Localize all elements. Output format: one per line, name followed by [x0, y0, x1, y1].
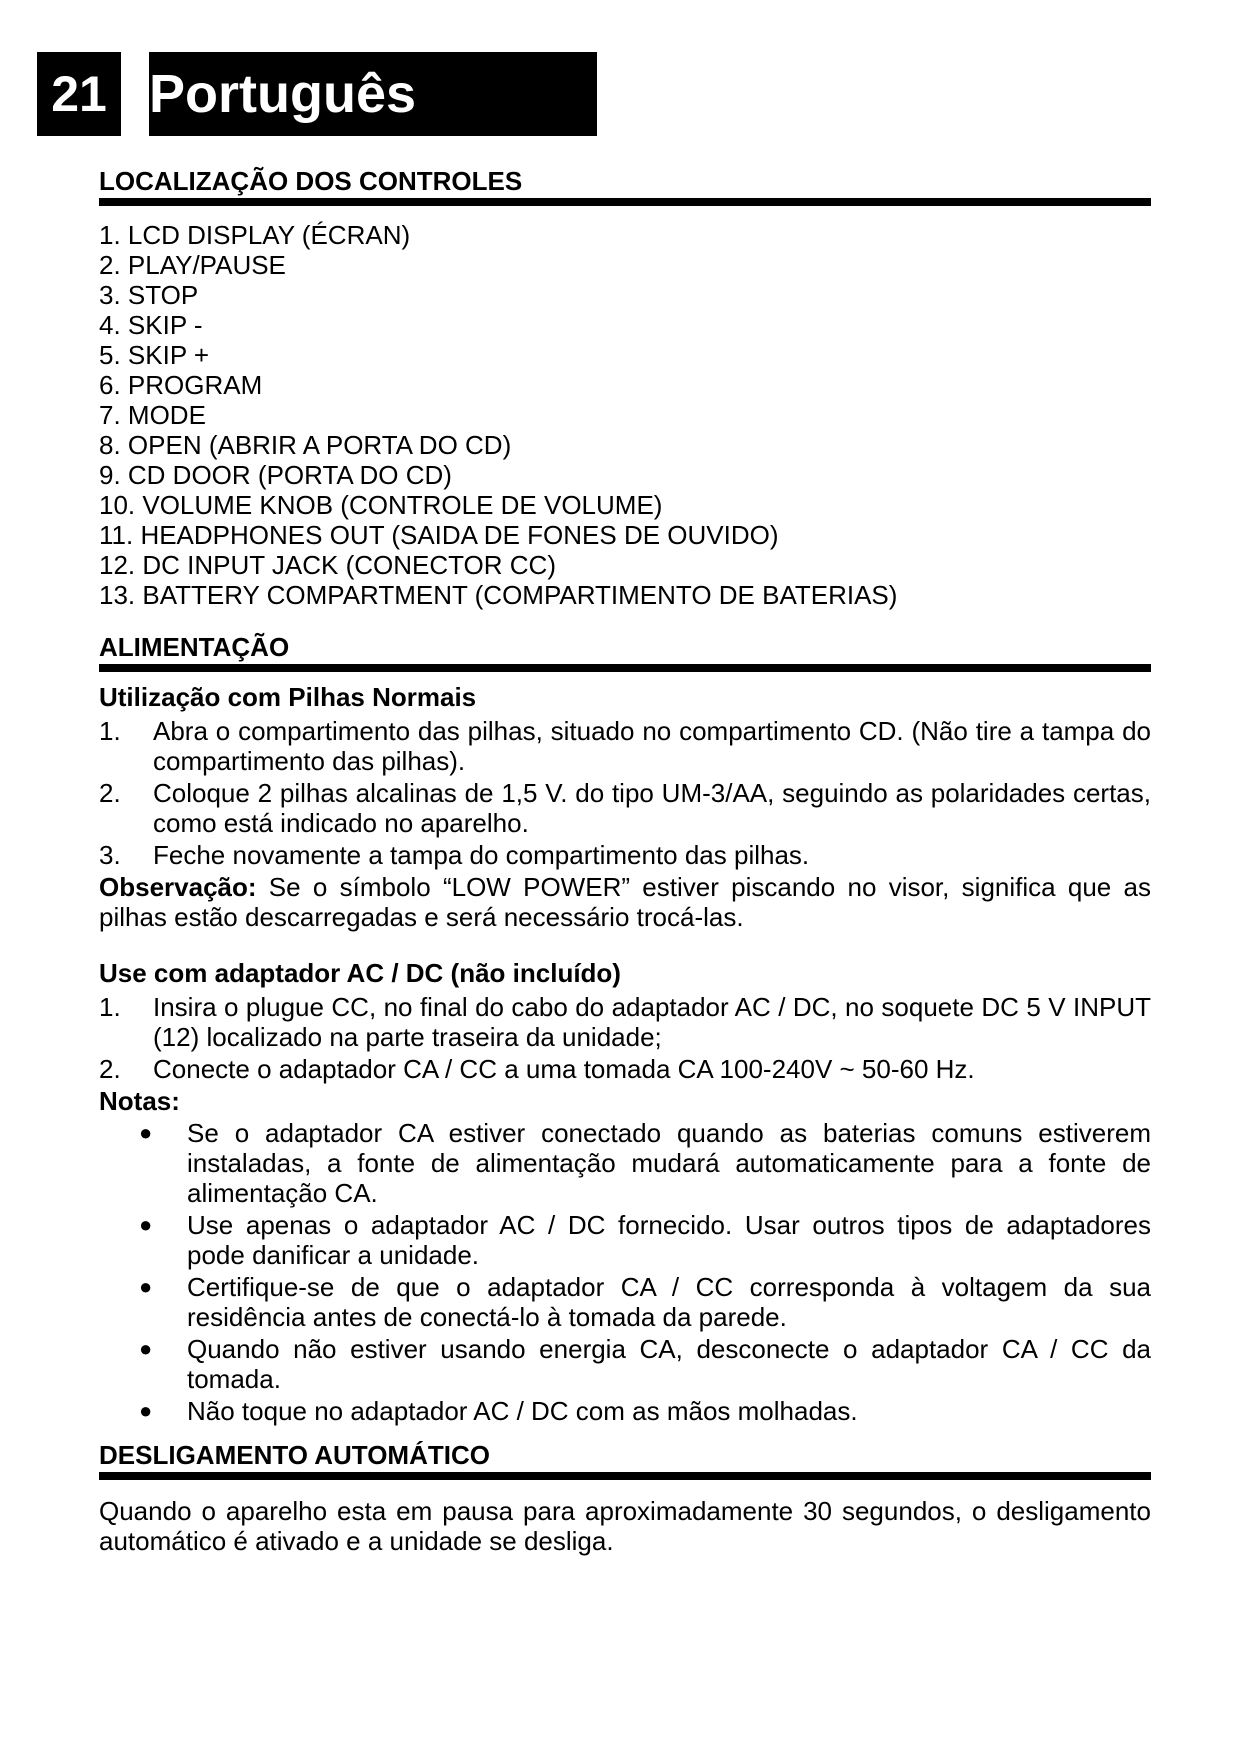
step-text: Feche novamente a tampa do compartimento das pilhas. — [153, 840, 810, 870]
list-item: 12. DC INPUT JACK (CONECTOR CC) — [99, 550, 556, 580]
step-text: Conecte o adaptador CA / CC a uma tomada CA 100-240V ~ 50-60 Hz. — [153, 1054, 975, 1084]
section-title-autooff: DESLIGAMENTO AUTOMÁTICO — [99, 1440, 1151, 1480]
list-item — [99, 992, 1151, 1052]
list-item: 4. SKIP - — [99, 310, 203, 340]
bullet-icon: ● — [139, 1120, 153, 1145]
list-item — [99, 1054, 1151, 1084]
list-item: 8. OPEN (ABRIR A PORTA DO CD) — [99, 430, 512, 460]
list-item — [99, 778, 1151, 838]
adapter-notes — [99, 1118, 1151, 1426]
list-item: 1. LCD DISPLAY (ÉCRAN) — [99, 220, 411, 250]
list-item: 3. STOP — [99, 280, 199, 310]
step-text: Abra o compartimento das pilhas, situado no compartimento CD. (Não tire a tampa do compartimento das pilhas). — [153, 716, 1151, 776]
step-number: 2. — [99, 778, 121, 808]
list-item — [139, 1118, 1151, 1208]
observation-label: Observação: — [99, 872, 257, 902]
list-item: 13. BATTERY COMPARTMENT (COMPARTIMENTO DE BATERIAS) — [99, 580, 898, 610]
list-item: 10. VOLUME KNOB (CONTROLE DE VOLUME) — [99, 490, 663, 520]
list-item — [99, 716, 1151, 776]
list-item: 9. CD DOOR (PORTA DO CD) — [99, 460, 452, 490]
note-text: Quando não estiver usando energia CA, desconecte o adaptador CA / CC da tomada. — [187, 1334, 1151, 1394]
list-item — [99, 840, 1151, 870]
section-title-power: ALIMENTAÇÃO — [99, 632, 1151, 672]
observation-text: Se o símbolo “LOW POWER” estiver piscando no visor, significa que as pilhas estão descarregadas e será necessário trocá-las. — [99, 872, 1151, 932]
list-item: 7. MODE — [99, 400, 206, 430]
controls-list — [99, 220, 1151, 610]
bullet-icon: ● — [139, 1212, 153, 1237]
subtitle-adapter: Use com adaptador AC / DC (não incluído) — [99, 958, 621, 988]
bullet-icon: ● — [139, 1274, 153, 1299]
step-text: Coloque 2 pilhas alcalinas de 1,5 V. do tipo UM-3/AA, seguindo as polaridades certas, como está indicado no aparelho. — [153, 778, 1151, 838]
step-number: 2. — [99, 1054, 121, 1084]
page-number: 21 — [37, 52, 121, 136]
list-item — [139, 1334, 1151, 1394]
list-item — [139, 1272, 1151, 1332]
list-item: 11. HEADPHONES OUT (SAIDA DE FONES DE OUVIDO) — [99, 520, 779, 550]
language-heading: Português — [149, 52, 597, 136]
list-item — [139, 1396, 1151, 1426]
notes-label: Notas: — [99, 1086, 180, 1116]
adapter-steps — [99, 992, 1151, 1084]
autooff-text: Quando o aparelho esta em pausa para aproximadamente 30 segundos, o desligamento automático é ativado e a unidade se desliga. — [99, 1496, 1151, 1556]
note-text: Não toque no adaptador AC / DC com as mãos molhadas. — [187, 1396, 858, 1426]
bullet-icon: ● — [139, 1336, 153, 1361]
step-number: 3. — [99, 840, 121, 870]
step-number: 1. — [99, 716, 121, 746]
list-item: 6. PROGRAM — [99, 370, 263, 400]
list-item: 2. PLAY/PAUSE — [99, 250, 286, 280]
note-text: Use apenas o adaptador AC / DC fornecido. Usar outros tipos de adaptadores pode danificar a unidade. — [187, 1210, 1151, 1270]
step-text: Insira o plugue CC, no final do cabo do adaptador AC / DC, no soquete DC 5 V INPUT (12) localizado na parte traseira da unidade; — [153, 992, 1151, 1052]
list-item — [139, 1210, 1151, 1270]
note-text: Se o adaptador CA estiver conectado quando as baterias comuns estiverem instaladas, a fonte de alimentação mudará automaticamente para a fonte de alimentação CA. — [187, 1118, 1151, 1208]
list-item: 5. SKIP + — [99, 340, 210, 370]
section-title-controls: LOCALIZAÇÃO DOS CONTROLES — [99, 166, 1151, 206]
battery-observation — [99, 872, 1151, 932]
battery-steps — [99, 716, 1151, 870]
note-text: Certifique-se de que o adaptador CA / CC corresponda à voltagem da sua residência antes de conectá-lo à tomada da parede. — [187, 1272, 1151, 1332]
page-content — [99, 166, 1151, 1556]
bullet-icon: ● — [139, 1398, 153, 1423]
step-number: 1. — [99, 992, 121, 1022]
subtitle-batteries: Utilização com Pilhas Normais — [99, 682, 477, 712]
